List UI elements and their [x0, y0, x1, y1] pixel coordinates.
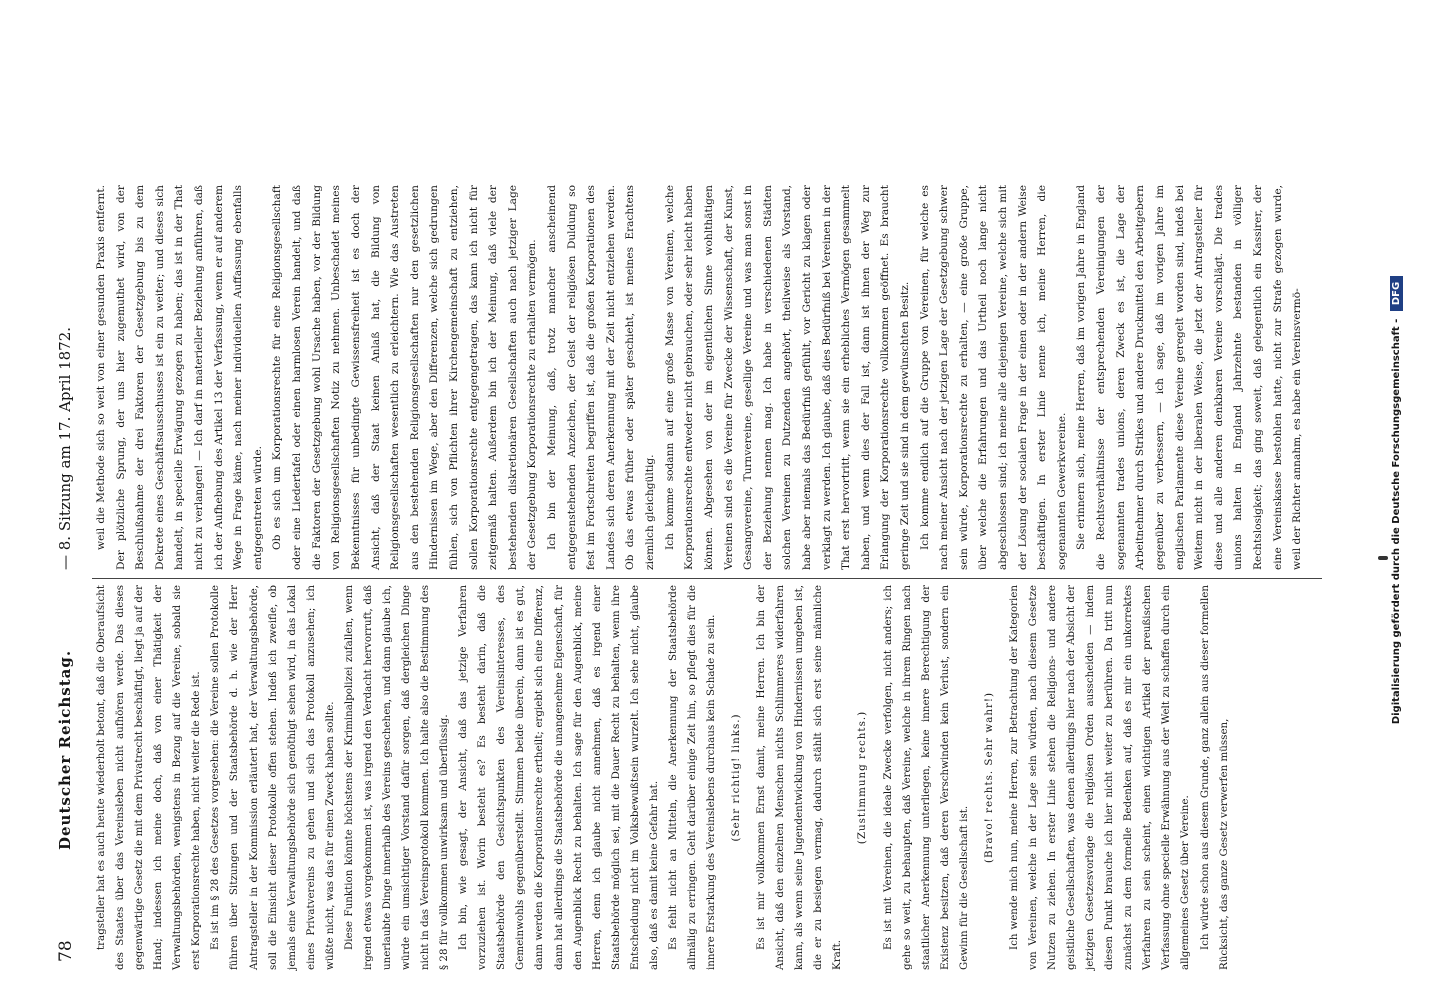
column-divider: [92, 578, 1322, 579]
paragraph: Es fehlt nicht an Mitteln, die Anerkennung der Staatsbehörde allmälig zu erringen. Geht darüber einige Zeit hin, so pflegt dies für die innere Erstarkung des Vereinslebens durchaus kein Schade zu sein.: [666, 585, 717, 970]
digitization-credit: [1390, 0, 1403, 1000]
paragraph: Ich wende mich nun, meine Herren, zur Betrachtung der Kategorien von Vereinen, welche in der Lage sein würden, nach diesem Gesetze Nutzen zu ziehen. In erster Linie stehen die Religions- und andere geistliche Gesellschaften, was denen allerdings hier nach der Absicht der jetzigen Gesetzesvorlage die religiösen Orden ausscheiden — indem diesen Punkt brauche ich hier nicht weiter zu berühren. Da tritt nun zunächst zu dem formelle Bedenken auf, daß es mir ein unkorrektes Verfahren zu sein scheint, einen wichtigen Artikel der preußischen Verfassung ohne specielle Erwähnung aus der Welt zu schaffen durch ein allgemeines Gesetz über Vereine.: [1007, 585, 1192, 970]
paragraph: Es ist im § 28 des Gesetzes vorgesehen: die Vereine sollen Protokolle führen über Sitzungen und der Staatsbehörde d. h. wie der Herr Antragsteller in der Kommission erläutert hat, der Verwaltungsbehörde, soll die Einsicht dieser Protokolle offen stehen. Indeß ich zweifle, ob jemals eine Verwaltungsbehörde sich genöthigt sehen wird, in das Lokal eines Privatvereins zu gehen und sich das Protokoll anzusehen; ich wüßte nicht, was das für einen Zweck haben sollte.: [209, 585, 336, 970]
dfg-logo: DFG: [1390, 276, 1403, 311]
paragraph: Es ist mit Vereinen, die ideale Zwecke verfolgen, nicht anders; ich gehe so weit, zu behaupten, daß Vereine, welche in ihrem Ringen nach staatlicher Anerkennung unterliegen, keine innere Berechtigung der Existenz besitzen, daß deren Verschwinden kein Verlust, sondern ein Gewinn für die Gesellschaft ist.: [881, 585, 970, 970]
scan-artifact: [1378, 556, 1388, 560]
page-header: [56, 90, 82, 970]
right-column: [92, 185, 1322, 570]
paragraph: weil die Methode sich so weit von einer gesunden Praxis entfernt. Der plötzliche Sprung, der uns hier zugemuthet wird, von der Beschlußnahme der drei Faktoren der Gesetzgebung bis zu dem Dekrete eines Geschäftsausschusses ist ein zu weiter; und dieses sich handelt, in specielle Erwägung gezogen zu haben; das ist in der That nicht zu verlangen! — Ich darf in materieller Beziehung anführen, daß ich der Aufhebung des Artikel 13 der Verfassung, wenn er auf anderem Wege in Frage käme, nach meiner individuellen Auffassung ebenfalls entgegentreten würde.: [95, 185, 264, 570]
credit-text: Digitalisierung gefördert durch die Deutsche Forschungsgemeinschaft -: [1391, 318, 1402, 725]
page-number: 78: [56, 940, 76, 962]
interjection: (Zustimmung rechts.): [856, 710, 869, 845]
paragraph: Ich bin, wie gesagt, der Ansicht, daß das jetzige Verfahren vorzuziehen ist. Worin besteht es? Es besteht darin, daß die Staatsbehörde den Gesichtspunkten des Vereinsinteresses, des Gemeinwohls gegenüberstellt. Stimmen beide überein, dann ist es gut, dann werden die Korporationsrechte ertheilt; ergiebt sich eine Differenz, dann hat allerdings die Staatsbehörde die unangenehme Eigenschaft, für den Augenblick Recht zu behalten. Ich sage für den Augenblick, meine Herren, denn ich glaube nicht annehmen, daß es irgend einer Staatsbehörde möglich sei, mit die Dauer Recht zu behalten, wenn ihre Entscheidung nicht im Volksbewußtsein wurzelt. Ich sehe nicht, glaube also, daß es damit keine Gefahr hat.: [457, 585, 660, 970]
left-column: [92, 585, 1322, 970]
paragraph: Ich komme endlich auf die Gruppe von Vereinen, für welche es nach meiner Ansicht nach der jetzigen Lage der Gesetzgebung schwer sein würde, Korporationsrechte zu erhalten, — eine große Gruppe, über welche die Erfahrungen und das Urtheil noch lange nicht abgeschlossen sind; ich meine alle diejenigen Vereine, welche sich mit der Lösung der socialen Frage in der einen oder in der andern Weise beschäftigen. In erster Linie nenne ich, meine Herren, die sogenannten Gewerkvereine.: [918, 185, 1068, 570]
interjection: (Bravo! rechts. Sehr wahr!): [982, 691, 995, 864]
paragraph: Es ist mir vollkommen Ernst damit, meine Herren. Ich bin der Ansicht, daß den einzelnen Menschen nichts Schlimmeres widerfahren kann, als wenn seine Jugendentwicklung von Hindernissen umgeben ist, die er zu besiegen vermag, dadurch stählt sich erst seine männliche Kraft.: [755, 585, 844, 970]
sitting-date: — 8. Sitzung am 17. April 1872.: [56, 326, 74, 570]
paragraph: tragsteller hat es auch heute wiederholt betont, daß die Oberaufsicht des Staates über das Vereinsleben nicht aufhören werde. Das dieses gegenwärtige Gesetz die mit dem Privatrecht beschäftigt, liegt ja auf der Hand; indessen ich meine doch, daß von einer Thätigkeit der Verwaltungsbehörden, wenigstens in Bezug auf die Vereine, sobald sie erst Korporationsrechte haben, nicht weiter die Rede ist.: [95, 585, 203, 970]
paragraph: Ich würde schon aus diesem Grunde, ganz allein aus dieser formellen Rücksicht, das ganze Gesetz verwerfen müssen,: [1198, 585, 1230, 970]
paragraph: Ob es sich um Korporationsrechte für eine Religionsgesellschaft oder eine Liedertafel oder einen harmlosen Verein handelt, und daß die Faktoren der Gesetzgebung wohl Ursache haben, vor der Bildung von Religionsgesellschaften Notiz zu nehmen. Unbeschadet meines Bekenntnisses für unbedingte Gewissensfreiheit ist es doch der Ansicht, daß der Staat keinen Anlaß hat, die Bildung von Religionsgesellschaften wesentlich zu erleichtern. Wie das Austreten aus den bestehenden Religionsgesellschaften nur den gesetzlichen Hindernissen im Wege, aber den Differenzen, welche sich gedrungen fühlen, sich von Pflichten ihrer Kirchengemeinschaft zu entziehen, sollen Korporationsrechte entgegengetragen, das kann ich nicht für zeitgemäß halten. Außerdem bin ich der Meinung, daß viele der bestehenden diskretionären Gesellschaften auch nach jetziger Lage der Gesetzgebung Korporationsrechte zu erhalten vermögen.: [271, 185, 539, 570]
publication-title: Deutscher Reichstag.: [56, 649, 74, 850]
paragraph: Ich komme sodann auf eine große Masse von Vereinen, welche Korporationsrechte entweder nicht gebrauchen, oder sehr leicht haben können. Abgesehen von der im eigentlichen Sinne wohlthätigen Vereinen sind es die Vereine für Zwecke der Wissenschaft, der Kunst, Gesangvereine, Turnvereine, gesellige Vereine und was man sonst in der Beziehung nennen mag. Ich habe in verschiedenen Städten solchen Vereinen zu Dutzenden angehört, theilweise als Vorstand, habe aber niemals das Bedürfniß gefühlt, vor Gericht zu klagen oder verklagt zu werden. Ich glaube, daß dies Bedürfniß bei Vereinen in der That erst hervortritt, wenn sie ein erhebliches Vermögen gesammelt haben, und wenn dies der Fall ist, dann ist ihnen der Weg zur Erlangung der Korporationsrechte vollkommen geöffnet. Es braucht geringe Zeit und sie sind in dem gewünschten Besitz.: [663, 185, 911, 570]
paragraph: Sie erinnern sich, meine Herren, daß im vorigen Jahre in England die Rechtsverhältnisse der entsprechenden Vereinigungen der sogenannten trades unions, deren Zweck es ist, die Lage der Arbeitnehmer durch Strikes und andere Druckmittel den Arbeitgebern gegenüber zu verbessern, — ich sage, daß im vorigen Jahre im englischen Parlamente diese Vereine geregelt worden sind, indeß bei Weitem nicht in der liberalen Weise, die jetzt der Antragsteller für diese und alle anderen denkbaren Vereine vorschlägt. Die trades unions halten in England Jahrzehnte bestanden in völliger Rechtslosigkeit; das ging soweit, daß gelegentlich ein Kassirer, der eine Vereinskasse bestohlen hatte, nicht zur Strafe gezogen wurde, weil der Richter annahm, es habe ein Vereinsvermö-: [1075, 185, 1304, 570]
interjection: (Sehr richtig! links.): [730, 713, 743, 842]
paragraph: Ich bin der Meinung, daß, trotz mancher anscheinend entgegenstehenden Anzeichen, der Geist der religiösen Duldung so fest im Fortschreiten begriffen ist, daß die großen Korporationen des Landes sich deren Anerkennung mit der Zeit nicht entziehen werden. Ob das etwas früher oder später geschieht, ist meines Erachtens ziemlich gleichgültig.: [546, 185, 657, 570]
paragraph: Diese Funktion könnte höchstens der Kriminalpolizei zufallen, wenn irgend etwas vorgekommen ist, was irgend den Verdacht hervorruft, daß unerlaubte Dinge innerhalb des Vereins geschehen, und dann glaube ich, würde ein umsichtiger Vorstand dafür sorgen, daß dergleichen Dinge nicht in das Vereinsprotokoll kommen. Ich halte also die Bestimmung des § 28 für vollkommen unwirksam und überflüssig.: [342, 585, 451, 970]
